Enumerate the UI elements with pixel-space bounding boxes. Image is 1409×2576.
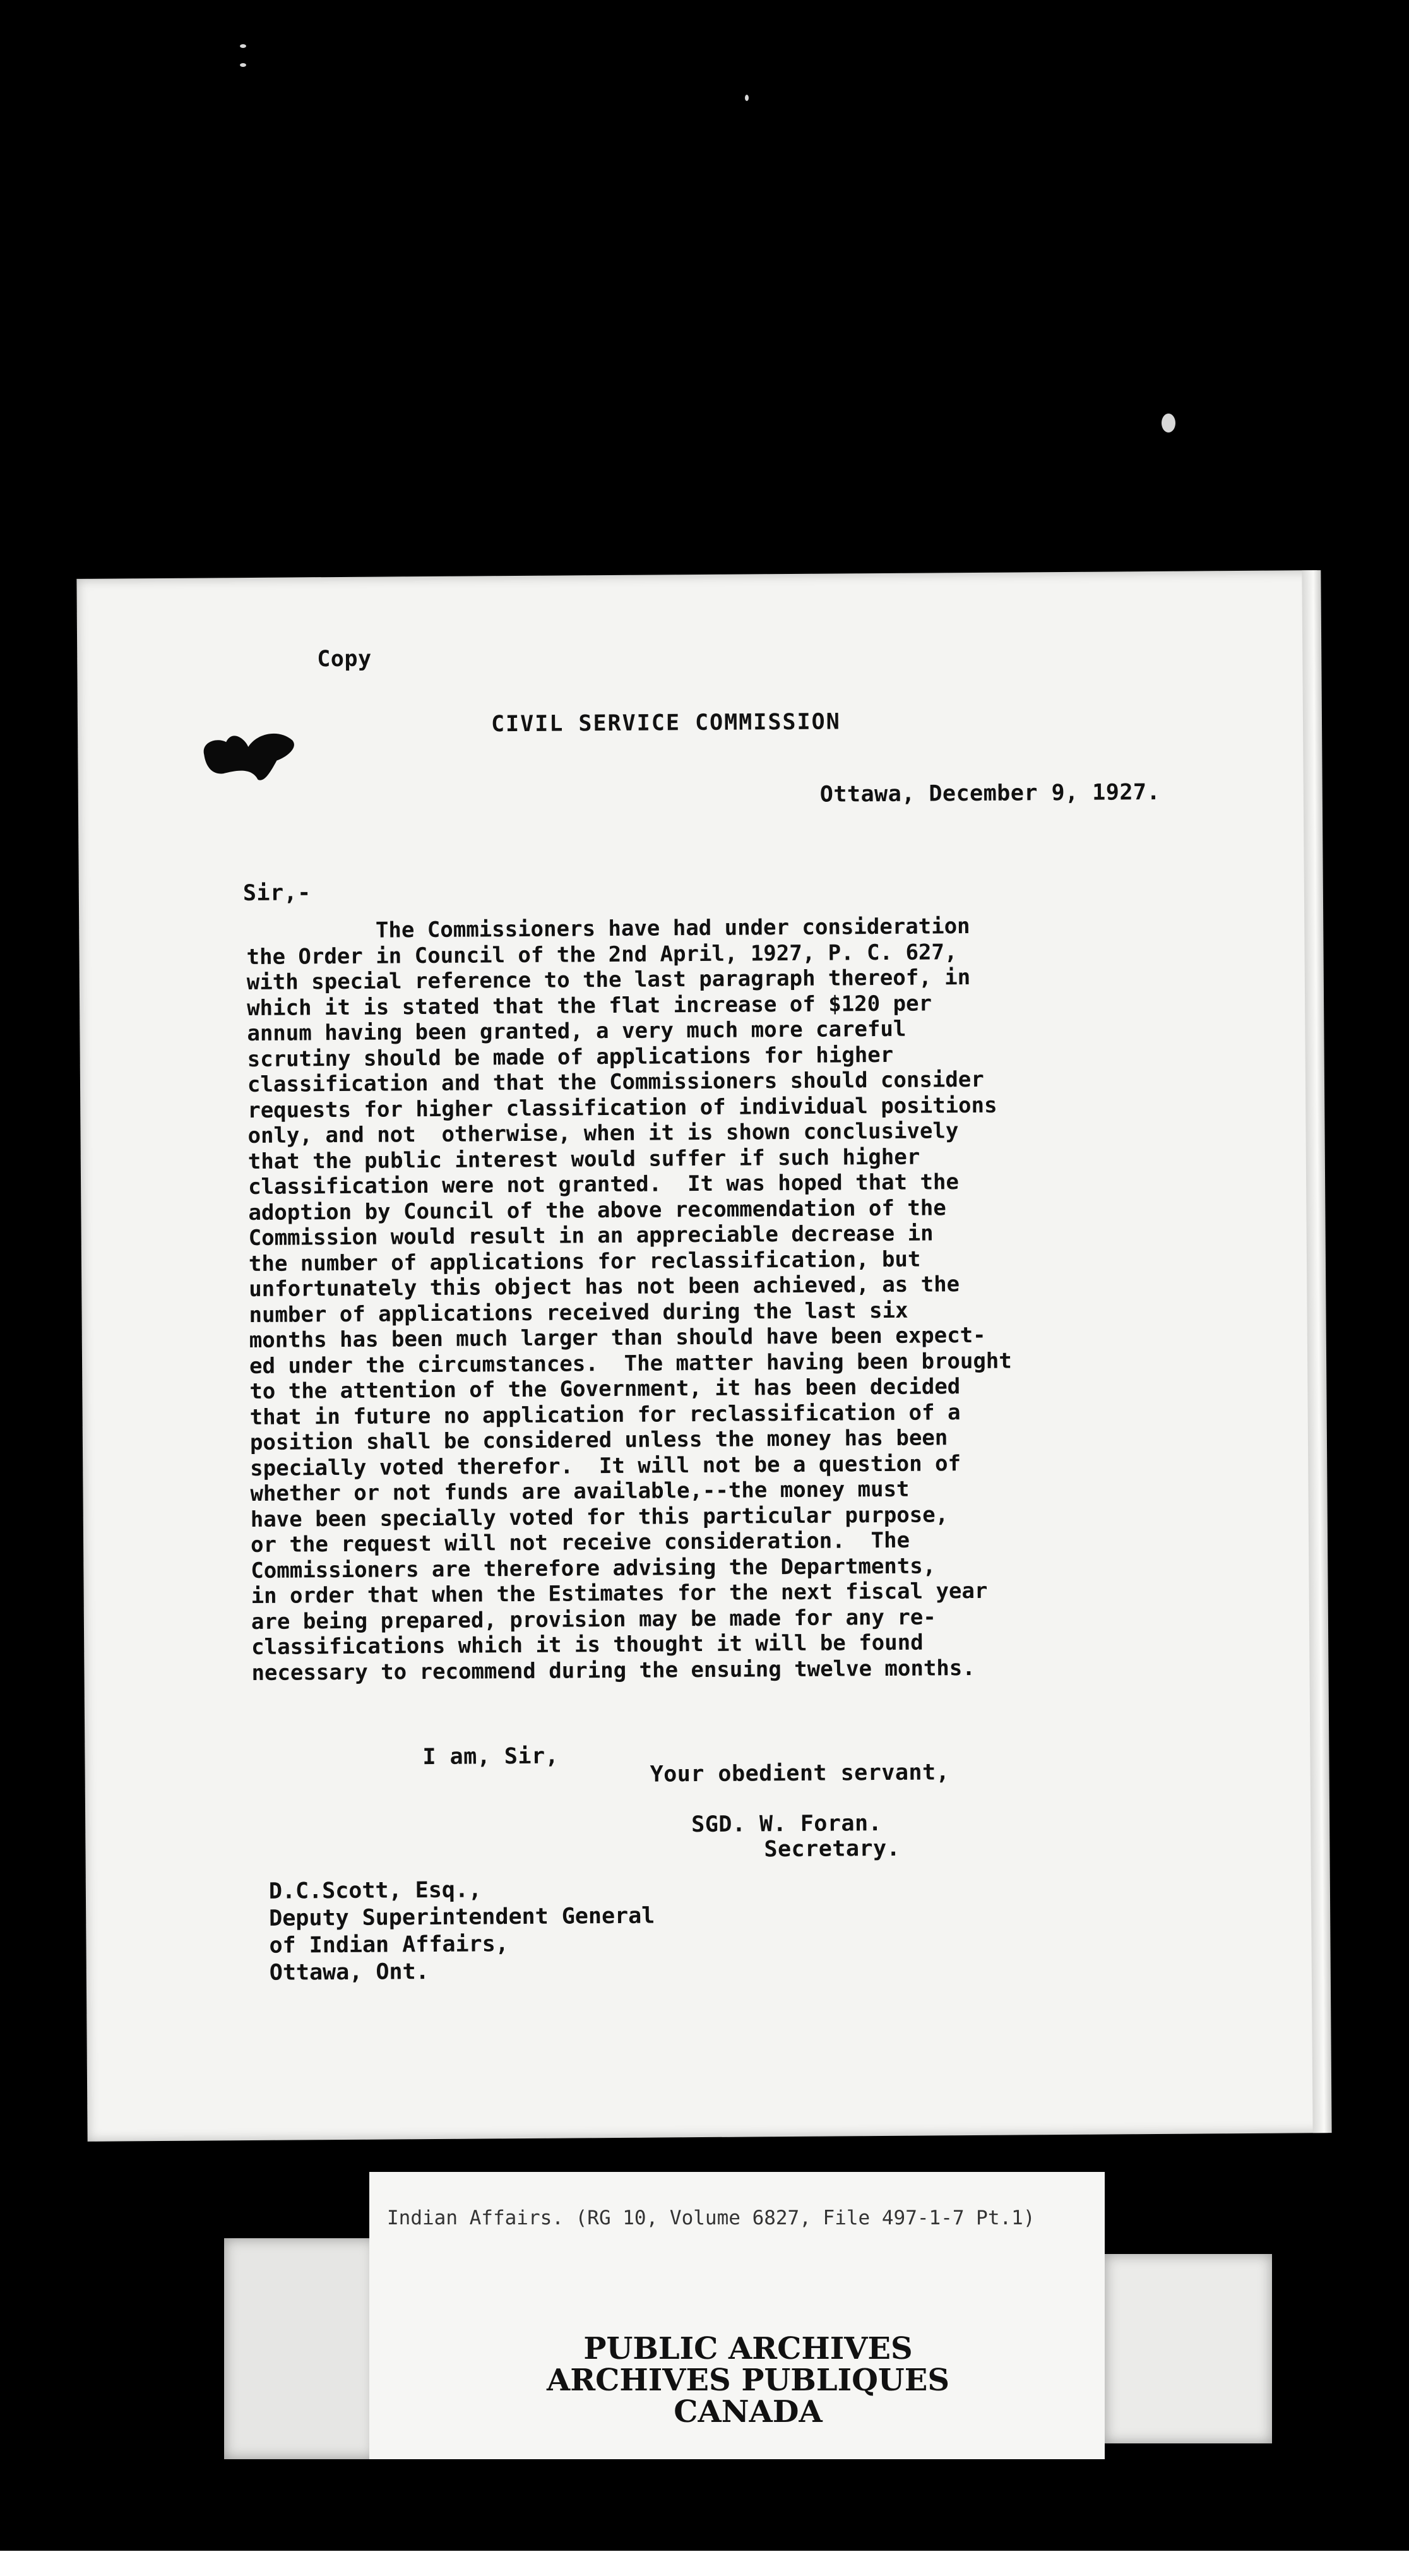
body-line: are being prepared, provision may be made for any re- xyxy=(251,1604,936,1635)
body-line: specially voted therefor. It will not be a question of xyxy=(250,1450,961,1481)
commission-title: CIVIL SERVICE COMMISSION xyxy=(490,709,841,737)
body-line: in order that when the Estimates for the next fiscal year xyxy=(251,1578,988,1609)
body-line: classification and that the Commissioners should consider xyxy=(247,1066,984,1098)
body-line: that the public interest would suffer if such higher xyxy=(247,1144,920,1174)
body-line: the Order in Council of the 2nd April, 1927, P. C. 627, xyxy=(246,939,958,970)
body-line: that in future no application for reclassification of a xyxy=(249,1399,961,1430)
archive-stamp xyxy=(546,2333,950,2428)
addressee-line: Ottawa, Ont. xyxy=(269,1959,429,1986)
body-line: necessary to recommend during the ensuing twelve months. xyxy=(251,1655,975,1686)
body-line: The Commissioners have had under consideration xyxy=(246,914,970,945)
body-line: whether or not funds are available,--the money must xyxy=(250,1476,910,1507)
copy-label: Copy xyxy=(317,646,372,672)
body-line: requests for higher classification of individual positions xyxy=(247,1092,997,1123)
addressee-line: of Indian Affairs, xyxy=(269,1931,509,1959)
signature-name: SGD. W. Foran. xyxy=(691,1811,883,1838)
body-line: classifications which it is thought it will be found xyxy=(251,1630,924,1660)
archive-label-tab-right xyxy=(1105,2254,1272,2443)
body-line: number of applications received during the last six xyxy=(249,1297,908,1328)
letter-body xyxy=(246,912,1293,1686)
body-line: have been specially voted for this particular purpose, xyxy=(250,1501,949,1532)
place-date: Ottawa, December 9, 1927. xyxy=(819,779,1161,808)
letter-page xyxy=(76,570,1328,2142)
archive-label-tab-left xyxy=(224,2238,376,2459)
body-line: Commission would result in an appreciable decrease in xyxy=(248,1220,934,1251)
body-line: to the attention of the Government, it has been decided xyxy=(249,1374,961,1405)
body-line: position shall be considered unless the money has been xyxy=(249,1425,948,1456)
body-line: months has been much larger than should have been expect- xyxy=(249,1322,986,1354)
signature-title: Secretary. xyxy=(764,1835,901,1863)
body-line: only, and not otherwise, when it is shown conclusively xyxy=(247,1118,959,1149)
archive-label xyxy=(369,2172,1105,2459)
body-line: annum having been granted, a very much more careful xyxy=(247,1016,907,1047)
ink-blot xyxy=(198,722,299,786)
archive-stamp-line: ARCHIVES PUBLIQUES xyxy=(547,2363,949,2398)
archive-stamp-line: PUBLIC ARCHIVES xyxy=(583,2331,913,2366)
body-line: the number of applications for reclassification, but xyxy=(248,1246,921,1277)
archive-stamp-line: CANADA xyxy=(674,2394,823,2430)
body-line: or the request will not receive consideration. The xyxy=(250,1527,910,1558)
archive-reference: Indian Affairs. (RG 10, Volume 6827, File 497-1-7 Pt.1) xyxy=(387,2207,1035,2229)
body-line: which it is stated that the flat increase of $120 per xyxy=(246,990,932,1021)
body-line: with special reference to the last paragraph thereof, in xyxy=(246,965,971,996)
body-line: Commissioners are therefore advising the Departments, xyxy=(251,1553,936,1583)
body-line: scrutiny should be made of applications for higher xyxy=(247,1042,894,1072)
film-edge xyxy=(0,2551,1409,2576)
body-line: ed under the circumstances. The matter having been brought xyxy=(249,1348,1012,1379)
body-line: unfortunately this object has not been achieved, as the xyxy=(249,1272,960,1303)
page-edge xyxy=(1302,570,1331,2133)
addressee-line: D.C.Scott, Esq., xyxy=(268,1877,482,1904)
body-line: adoption by Council of the above recommendation of the xyxy=(248,1195,946,1225)
valediction: Your obedient servant, xyxy=(650,1760,950,1787)
addressee-block xyxy=(269,1876,655,1987)
salutation: Sir,- xyxy=(242,880,311,907)
closing: I am, Sir, xyxy=(422,1743,559,1770)
body-line: classification were not granted. It was hoped that the xyxy=(247,1169,960,1200)
addressee-line: Deputy Superintendent General xyxy=(269,1903,655,1931)
